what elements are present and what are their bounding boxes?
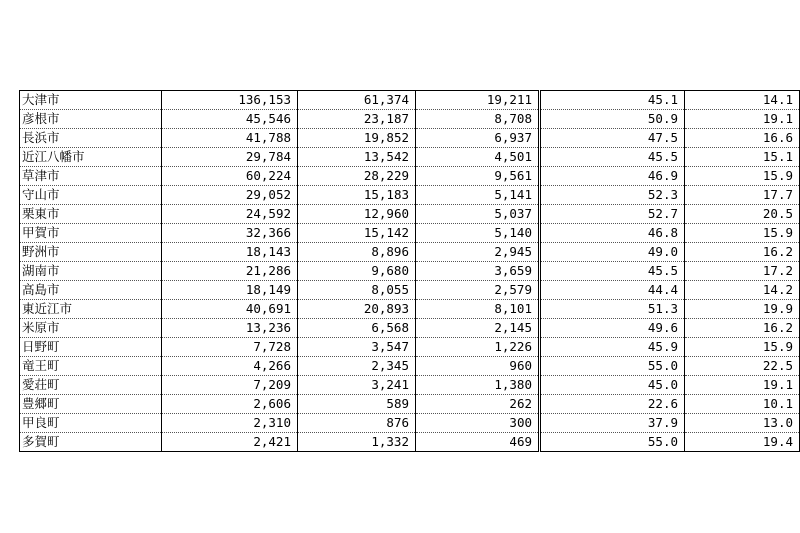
municipality-name-cell: 近江八幡市 xyxy=(20,148,162,167)
value-cell-2: 12,960 xyxy=(298,205,416,224)
municipality-name-cell: 長浜市 xyxy=(20,129,162,148)
value-cell-4: 45.0 xyxy=(540,376,685,395)
table-row xyxy=(20,338,800,357)
value-cell-3: 2,145 xyxy=(416,319,540,338)
value-cell-1: 29,784 xyxy=(162,148,298,167)
value-cell-5: 19.1 xyxy=(685,376,800,395)
value-cell-5: 15.9 xyxy=(685,338,800,357)
value-cell-2: 8,055 xyxy=(298,281,416,300)
value-cell-1: 7,209 xyxy=(162,376,298,395)
municipality-name-cell: 豊郷町 xyxy=(20,395,162,414)
value-cell-2: 28,229 xyxy=(298,167,416,186)
value-cell-5: 16.2 xyxy=(685,319,800,338)
table-row xyxy=(20,91,800,110)
municipality-name-cell: 高島市 xyxy=(20,281,162,300)
value-cell-3: 3,659 xyxy=(416,262,540,281)
value-cell-4: 45.5 xyxy=(540,148,685,167)
value-cell-3: 1,226 xyxy=(416,338,540,357)
municipality-name-cell: 愛荘町 xyxy=(20,376,162,395)
municipality-name-cell: 竜王町 xyxy=(20,357,162,376)
value-cell-4: 55.0 xyxy=(540,357,685,376)
table-row xyxy=(20,357,800,376)
table-row xyxy=(20,243,800,262)
value-cell-1: 45,546 xyxy=(162,110,298,129)
value-cell-5: 17.2 xyxy=(685,262,800,281)
value-cell-4: 49.0 xyxy=(540,243,685,262)
value-cell-4: 46.9 xyxy=(540,167,685,186)
value-cell-5: 16.2 xyxy=(685,243,800,262)
value-cell-4: 50.9 xyxy=(540,110,685,129)
value-cell-4: 52.3 xyxy=(540,186,685,205)
value-cell-3: 19,211 xyxy=(416,91,540,110)
table-row xyxy=(20,224,800,243)
table-row xyxy=(20,262,800,281)
value-cell-2: 8,896 xyxy=(298,243,416,262)
value-cell-5: 19.4 xyxy=(685,433,800,452)
value-cell-1: 18,143 xyxy=(162,243,298,262)
value-cell-3: 6,937 xyxy=(416,129,540,148)
value-cell-1: 7,728 xyxy=(162,338,298,357)
table-row xyxy=(20,110,800,129)
value-cell-4: 52.7 xyxy=(540,205,685,224)
municipality-name-cell: 多賀町 xyxy=(20,433,162,452)
value-cell-2: 1,332 xyxy=(298,433,416,452)
value-cell-5: 13.0 xyxy=(685,414,800,433)
value-cell-2: 15,183 xyxy=(298,186,416,205)
table-row xyxy=(20,186,800,205)
value-cell-5: 14.2 xyxy=(685,281,800,300)
value-cell-4: 49.6 xyxy=(540,319,685,338)
municipality-name-cell: 甲賀市 xyxy=(20,224,162,243)
value-cell-2: 23,187 xyxy=(298,110,416,129)
municipality-name-cell: 大津市 xyxy=(20,91,162,110)
value-cell-5: 16.6 xyxy=(685,129,800,148)
table-row xyxy=(20,129,800,148)
table-row xyxy=(20,414,800,433)
value-cell-2: 3,547 xyxy=(298,338,416,357)
value-cell-2: 876 xyxy=(298,414,416,433)
value-cell-3: 1,380 xyxy=(416,376,540,395)
value-cell-5: 19.1 xyxy=(685,110,800,129)
value-cell-3: 2,579 xyxy=(416,281,540,300)
value-cell-2: 19,852 xyxy=(298,129,416,148)
table-row xyxy=(20,148,800,167)
value-cell-3: 5,037 xyxy=(416,205,540,224)
municipality-name-cell: 米原市 xyxy=(20,319,162,338)
value-cell-5: 15.9 xyxy=(685,224,800,243)
value-cell-3: 960 xyxy=(416,357,540,376)
value-cell-5: 14.1 xyxy=(685,91,800,110)
value-cell-2: 589 xyxy=(298,395,416,414)
municipality-name-cell: 彦根市 xyxy=(20,110,162,129)
table-row xyxy=(20,281,800,300)
value-cell-1: 21,286 xyxy=(162,262,298,281)
value-cell-4: 51.3 xyxy=(540,300,685,319)
value-cell-4: 45.9 xyxy=(540,338,685,357)
municipality-name-cell: 甲良町 xyxy=(20,414,162,433)
value-cell-4: 46.8 xyxy=(540,224,685,243)
value-cell-4: 47.5 xyxy=(540,129,685,148)
table-row xyxy=(20,376,800,395)
value-cell-1: 40,691 xyxy=(162,300,298,319)
table-row xyxy=(20,205,800,224)
value-cell-2: 13,542 xyxy=(298,148,416,167)
value-cell-2: 3,241 xyxy=(298,376,416,395)
value-cell-4: 45.1 xyxy=(540,91,685,110)
value-cell-5: 15.1 xyxy=(685,148,800,167)
value-cell-3: 5,140 xyxy=(416,224,540,243)
value-cell-5: 22.5 xyxy=(685,357,800,376)
value-cell-5: 20.5 xyxy=(685,205,800,224)
municipality-name-cell: 守山市 xyxy=(20,186,162,205)
value-cell-2: 2,345 xyxy=(298,357,416,376)
table-row xyxy=(20,395,800,414)
value-cell-4: 55.0 xyxy=(540,433,685,452)
value-cell-3: 4,501 xyxy=(416,148,540,167)
municipality-table xyxy=(19,90,800,452)
value-cell-4: 44.4 xyxy=(540,281,685,300)
value-cell-3: 8,101 xyxy=(416,300,540,319)
municipality-name-cell: 湖南市 xyxy=(20,262,162,281)
municipality-name-cell: 東近江市 xyxy=(20,300,162,319)
value-cell-1: 24,592 xyxy=(162,205,298,224)
value-cell-5: 15.9 xyxy=(685,167,800,186)
value-cell-5: 17.7 xyxy=(685,186,800,205)
value-cell-1: 29,052 xyxy=(162,186,298,205)
value-cell-2: 20,893 xyxy=(298,300,416,319)
value-cell-1: 4,266 xyxy=(162,357,298,376)
value-cell-3: 469 xyxy=(416,433,540,452)
table-row xyxy=(20,300,800,319)
value-cell-3: 5,141 xyxy=(416,186,540,205)
municipality-name-cell: 草津市 xyxy=(20,167,162,186)
value-cell-3: 262 xyxy=(416,395,540,414)
value-cell-2: 9,680 xyxy=(298,262,416,281)
value-cell-1: 32,366 xyxy=(162,224,298,243)
value-cell-1: 18,149 xyxy=(162,281,298,300)
value-cell-1: 2,310 xyxy=(162,414,298,433)
value-cell-1: 41,788 xyxy=(162,129,298,148)
municipality-name-cell: 日野町 xyxy=(20,338,162,357)
value-cell-5: 19.9 xyxy=(685,300,800,319)
value-cell-3: 8,708 xyxy=(416,110,540,129)
value-cell-4: 22.6 xyxy=(540,395,685,414)
value-cell-1: 13,236 xyxy=(162,319,298,338)
municipality-name-cell: 栗東市 xyxy=(20,205,162,224)
value-cell-1: 136,153 xyxy=(162,91,298,110)
value-cell-1: 60,224 xyxy=(162,167,298,186)
value-cell-4: 45.5 xyxy=(540,262,685,281)
table-row xyxy=(20,167,800,186)
value-cell-2: 61,374 xyxy=(298,91,416,110)
table-row xyxy=(20,433,800,452)
table-row xyxy=(20,319,800,338)
value-cell-2: 6,568 xyxy=(298,319,416,338)
value-cell-3: 2,945 xyxy=(416,243,540,262)
value-cell-3: 9,561 xyxy=(416,167,540,186)
value-cell-1: 2,421 xyxy=(162,433,298,452)
value-cell-4: 37.9 xyxy=(540,414,685,433)
value-cell-1: 2,606 xyxy=(162,395,298,414)
value-cell-5: 10.1 xyxy=(685,395,800,414)
value-cell-2: 15,142 xyxy=(298,224,416,243)
value-cell-3: 300 xyxy=(416,414,540,433)
municipality-name-cell: 野洲市 xyxy=(20,243,162,262)
